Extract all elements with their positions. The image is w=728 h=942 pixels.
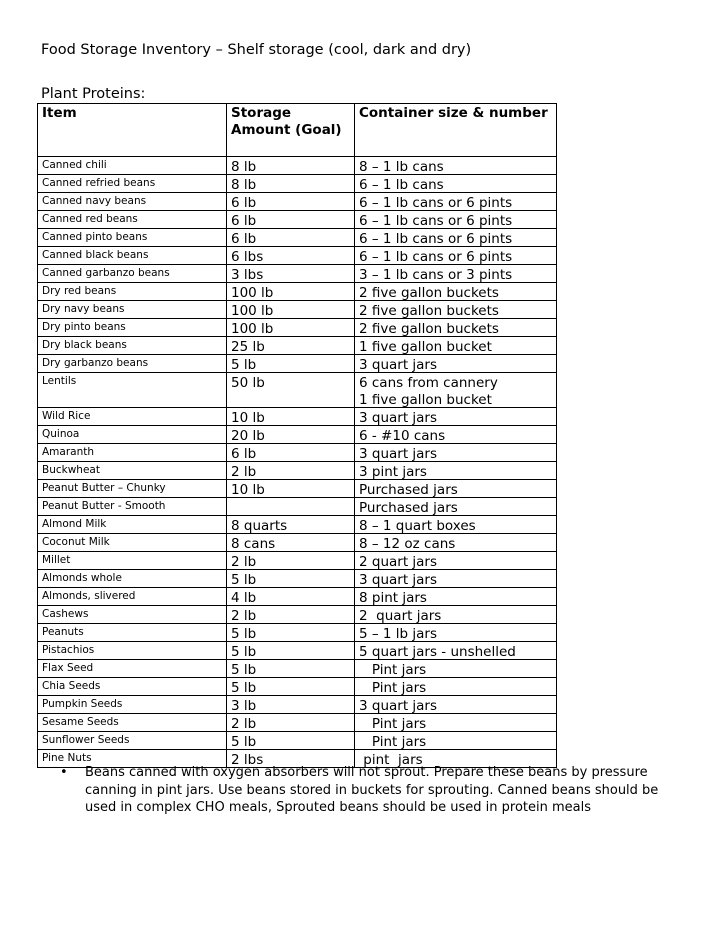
container-cell — [355, 157, 557, 175]
table-row — [38, 247, 557, 265]
container-text: 3 quart jars — [359, 572, 438, 588]
note-bullet — [60, 764, 680, 817]
header-item: Item — [38, 104, 227, 157]
item-cell: Canned garbanzo beans — [38, 265, 227, 283]
storage-amount-text: 5 lb — [231, 626, 257, 642]
container-cell — [355, 408, 557, 426]
table-row — [38, 193, 557, 211]
storage-amount-cell — [227, 301, 355, 319]
storage-amount-text: 5 lb — [231, 734, 257, 750]
table-row — [38, 229, 557, 247]
storage-amount-cell — [227, 444, 355, 462]
container-text: Purchased jars — [359, 482, 458, 498]
container-cell — [355, 175, 557, 193]
storage-amount-text: 3 lb — [231, 698, 257, 714]
table-row — [38, 337, 557, 355]
storage-amount-cell — [227, 157, 355, 175]
item-cell: Lentils — [38, 373, 227, 408]
storage-amount-cell — [227, 337, 355, 355]
container-text: 2 five gallon buckets — [359, 321, 499, 337]
inventory-table — [37, 103, 557, 768]
storage-amount-text: 10 lb — [231, 482, 265, 498]
storage-amount-text: 4 lb — [231, 590, 257, 606]
storage-amount-cell — [227, 462, 355, 480]
item-cell: Almonds whole — [38, 570, 227, 588]
storage-amount-cell — [227, 175, 355, 193]
table-row — [38, 624, 557, 642]
storage-amount-text: 6 lb — [231, 195, 257, 211]
storage-amount-cell — [227, 678, 355, 696]
container-cell — [355, 552, 557, 570]
container-cell — [355, 319, 557, 337]
table-row — [38, 444, 557, 462]
storage-amount-cell — [227, 696, 355, 714]
storage-amount-cell — [227, 193, 355, 211]
storage-amount-text: 2 lb — [231, 554, 257, 570]
storage-amount-cell — [227, 516, 355, 534]
table-row — [38, 175, 557, 193]
header-row — [38, 104, 557, 157]
container-text: 2 five gallon buckets — [359, 303, 499, 319]
storage-amount-cell — [227, 373, 355, 408]
item-cell: Dry navy beans — [38, 301, 227, 319]
storage-amount-cell — [227, 426, 355, 444]
container-cell — [355, 534, 557, 552]
table-row — [38, 732, 557, 750]
container-cell — [355, 444, 557, 462]
item-cell: Wild Rice — [38, 408, 227, 426]
item-cell: Dry black beans — [38, 337, 227, 355]
container-text: 6 – 1 lb cans — [359, 177, 444, 193]
item-cell: Peanuts — [38, 624, 227, 642]
storage-amount-text: 2 lb — [231, 608, 257, 624]
container-text: Purchased jars — [359, 500, 458, 516]
container-text: 3 quart jars — [359, 698, 438, 714]
container-cell — [355, 732, 557, 750]
container-cell — [355, 570, 557, 588]
container-cell — [355, 426, 557, 444]
container-text: 8 – 1 lb cans — [359, 159, 444, 175]
storage-amount-text: 2 lb — [231, 716, 257, 732]
container-cell — [355, 229, 557, 247]
table-row — [38, 588, 557, 606]
container-text: 2 quart jars — [359, 608, 442, 624]
storage-amount-text: 5 lb — [231, 680, 257, 696]
table-row — [38, 696, 557, 714]
container-text: 5 quart jars - unshelled — [359, 644, 516, 660]
container-text: 2 quart jars — [359, 554, 438, 570]
note-text: Beans canned with oxygen absorbers will not sprout. Prepare these beans by pressure canning in pint jars. Use beans stored in buckets for sprouting. Canned beans should be used in complex CHO meals, Sprouted beans should be used in protein meals — [85, 765, 659, 815]
storage-amount-text: 6 lbs — [231, 249, 264, 265]
container-text: Pint jars — [359, 680, 427, 696]
header-storage-amount: Storage Amount (Goal) — [227, 104, 355, 157]
container-cell — [355, 462, 557, 480]
container-text: 3 quart jars — [359, 357, 438, 373]
item-cell: Canned refried beans — [38, 175, 227, 193]
container-cell — [355, 337, 557, 355]
storage-amount-text: 2 lbs — [231, 752, 264, 768]
storage-amount-text: 6 lb — [231, 446, 257, 462]
item-cell: Canned red beans — [38, 211, 227, 229]
container-text: 6 – 1 lb cans or 6 pints — [359, 249, 513, 265]
container-cell — [355, 247, 557, 265]
storage-amount-cell — [227, 732, 355, 750]
container-text: 6 cans from cannery 1 five gallon bucket — [359, 375, 498, 408]
table-row — [38, 408, 557, 426]
container-text: 3 quart jars — [359, 446, 438, 462]
container-cell — [355, 498, 557, 516]
table-row — [38, 714, 557, 732]
storage-amount-cell — [227, 714, 355, 732]
storage-amount-cell — [227, 480, 355, 498]
item-cell: Pumpkin Seeds — [38, 696, 227, 714]
container-text: Pint jars — [359, 716, 427, 732]
item-cell: Sesame Seeds — [38, 714, 227, 732]
storage-amount-text: 20 lb — [231, 428, 265, 444]
storage-amount-text: 5 lb — [231, 644, 257, 660]
container-text: 3 pint jars — [359, 464, 427, 480]
storage-amount-cell — [227, 283, 355, 301]
storage-amount-cell — [227, 588, 355, 606]
item-cell: Chia Seeds — [38, 678, 227, 696]
item-cell: Dry pinto beans — [38, 319, 227, 337]
item-cell: Millet — [38, 552, 227, 570]
container-text: Pint jars — [359, 662, 427, 678]
item-cell: Peanut Butter - Smooth — [38, 498, 227, 516]
container-text: 6 – 1 lb cans or 6 pints — [359, 231, 513, 247]
table-row — [38, 678, 557, 696]
container-text: 8 – 1 quart boxes — [359, 518, 476, 534]
item-cell: Canned navy beans — [38, 193, 227, 211]
storage-amount-text: 6 lb — [231, 213, 257, 229]
storage-amount-text: 3 lbs — [231, 267, 264, 283]
container-cell — [355, 373, 557, 408]
item-cell: Quinoa — [38, 426, 227, 444]
container-text: 5 – 1 lb jars — [359, 626, 438, 642]
storage-amount-text: 100 lb — [231, 321, 274, 337]
storage-amount-cell — [227, 265, 355, 283]
table-row — [38, 606, 557, 624]
storage-amount-cell — [227, 229, 355, 247]
container-cell — [355, 211, 557, 229]
item-cell: Dry red beans — [38, 283, 227, 301]
container-cell — [355, 678, 557, 696]
container-cell — [355, 642, 557, 660]
table-row — [38, 498, 557, 516]
container-cell — [355, 606, 557, 624]
container-cell — [355, 265, 557, 283]
storage-amount-text: 50 lb — [231, 375, 265, 391]
table-row — [38, 265, 557, 283]
table-row — [38, 516, 557, 534]
document-title: Food Storage Inventory – Shelf storage (cool, dark and dry) — [41, 42, 472, 58]
table-row — [38, 552, 557, 570]
item-cell: Flax Seed — [38, 660, 227, 678]
container-cell — [355, 624, 557, 642]
storage-amount-text: 100 lb — [231, 285, 274, 301]
container-cell — [355, 696, 557, 714]
storage-amount-cell — [227, 319, 355, 337]
container-cell — [355, 355, 557, 373]
storage-amount-text: 8 quarts — [231, 518, 288, 534]
table-row — [38, 373, 557, 408]
inventory-rows — [38, 157, 557, 768]
item-cell: Canned pinto beans — [38, 229, 227, 247]
section-title: Plant Proteins: — [41, 86, 146, 102]
storage-amount-cell — [227, 606, 355, 624]
item-cell: Cashews — [38, 606, 227, 624]
container-text: 2 five gallon buckets — [359, 285, 499, 301]
table-row — [38, 283, 557, 301]
storage-amount-cell — [227, 211, 355, 229]
storage-amount-cell — [227, 570, 355, 588]
storage-amount-cell — [227, 660, 355, 678]
container-text: 3 – 1 lb cans or 3 pints — [359, 267, 513, 283]
storage-amount-text: 5 lb — [231, 662, 257, 678]
container-text: 8 – 12 oz cans — [359, 536, 456, 552]
table-row — [38, 319, 557, 337]
container-cell — [355, 301, 557, 319]
item-cell: Pine Nuts — [38, 750, 227, 768]
table-row — [38, 570, 557, 588]
table-row — [38, 301, 557, 319]
container-cell — [355, 193, 557, 211]
item-cell: Canned black beans — [38, 247, 227, 265]
table-row — [38, 642, 557, 660]
storage-amount-text: 2 lb — [231, 464, 257, 480]
storage-amount-text: 6 lb — [231, 231, 257, 247]
bullet-icon: • — [60, 765, 68, 780]
container-text: 3 quart jars — [359, 410, 438, 426]
storage-amount-text: 5 lb — [231, 357, 257, 373]
container-cell — [355, 480, 557, 498]
table-row — [38, 211, 557, 229]
item-cell: Dry garbanzo beans — [38, 355, 227, 373]
item-cell: Almonds, slivered — [38, 588, 227, 606]
table-row — [38, 660, 557, 678]
table-row — [38, 355, 557, 373]
container-cell — [355, 588, 557, 606]
container-text: 8 pint jars — [359, 590, 427, 606]
item-cell: Coconut Milk — [38, 534, 227, 552]
storage-amount-cell — [227, 247, 355, 265]
container-cell — [355, 516, 557, 534]
container-text: pint jars — [359, 752, 423, 768]
header-container: Container size & number — [355, 104, 557, 157]
container-text: 6 – 1 lb cans or 6 pints — [359, 195, 513, 211]
storage-amount-text: 25 lb — [231, 339, 265, 355]
table-row — [38, 157, 557, 175]
container-text: 6 – 1 lb cans or 6 pints — [359, 213, 513, 229]
container-cell — [355, 714, 557, 732]
storage-amount-cell — [227, 624, 355, 642]
item-cell: Buckwheat — [38, 462, 227, 480]
item-cell: Amaranth — [38, 444, 227, 462]
storage-amount-text: 5 lb — [231, 572, 257, 588]
table-row — [38, 534, 557, 552]
storage-amount-cell — [227, 552, 355, 570]
item-cell: Pistachios — [38, 642, 227, 660]
table-row — [38, 480, 557, 498]
storage-amount-cell — [227, 355, 355, 373]
item-cell: Peanut Butter – Chunky — [38, 480, 227, 498]
container-text: Pint jars — [359, 734, 427, 750]
container-cell — [355, 283, 557, 301]
container-text: 6 - #10 cans — [359, 428, 446, 444]
storage-amount-cell — [227, 642, 355, 660]
storage-amount-text: 100 lb — [231, 303, 274, 319]
item-cell: Sunflower Seeds — [38, 732, 227, 750]
storage-amount-cell — [227, 498, 355, 516]
storage-amount-cell — [227, 408, 355, 426]
storage-amount-text: 8 cans — [231, 536, 276, 552]
storage-amount-text: 8 lb — [231, 177, 257, 193]
item-cell: Canned chili — [38, 157, 227, 175]
table-row — [38, 462, 557, 480]
storage-amount-text: 10 lb — [231, 410, 265, 426]
storage-amount-text: 8 lb — [231, 159, 257, 175]
table-row — [38, 426, 557, 444]
container-text: 1 five gallon bucket — [359, 339, 492, 355]
storage-amount-cell — [227, 534, 355, 552]
item-cell: Almond Milk — [38, 516, 227, 534]
container-cell — [355, 660, 557, 678]
